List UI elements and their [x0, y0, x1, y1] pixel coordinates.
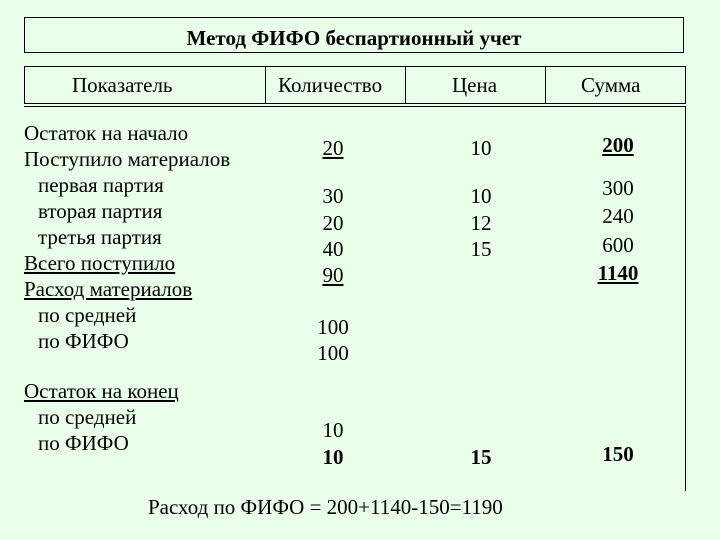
header-indicator: Показатель [72, 73, 173, 97]
header-divider [265, 66, 266, 104]
label-close-fifo: по ФИФО [38, 431, 129, 455]
qty-batch1: 30 [322, 184, 344, 208]
label-batch2: вторая партия [38, 199, 163, 223]
formula: Расход по ФИФО = 200+1140-150=1190 [148, 495, 503, 519]
sum-close-fifo: 150 [602, 442, 634, 466]
header-price: Цена [452, 73, 498, 97]
qty-batch2: 20 [322, 211, 344, 235]
price-opening: 10 [470, 136, 492, 160]
header-quantity: Количество [278, 73, 383, 97]
qty-close-avg: 10 [322, 418, 344, 442]
title-box [24, 17, 684, 53]
sum-total: 1140 [597, 261, 639, 285]
label-close-avg: по средней [38, 405, 137, 429]
sum-opening: 200 [602, 133, 634, 157]
label-batch1: первая партия [38, 173, 164, 197]
label-batch3: третья партия [38, 225, 162, 249]
price-batch1: 10 [470, 184, 492, 208]
qty-total: 90 [322, 263, 344, 287]
label-consumption: Расход материалов [24, 277, 193, 301]
qty-cons-fifo: 100 [317, 341, 349, 365]
qty-batch3: 40 [322, 237, 344, 261]
qty-opening: 20 [322, 136, 344, 160]
label-closing-balance: Остаток на конец [24, 379, 179, 403]
sum-batch2: 240 [602, 204, 634, 228]
label-cons-fifo: по ФИФО [38, 329, 129, 353]
label-cons-avg: по средней [38, 303, 137, 327]
qty-cons-avg: 100 [317, 315, 349, 339]
qty-close-fifo: 10 [322, 445, 344, 469]
header-sum: Сумма [581, 73, 641, 97]
sum-batch3: 600 [602, 233, 634, 257]
price-batch2: 12 [470, 211, 492, 235]
label-total-received: Всего поступило [24, 251, 176, 275]
header-divider [545, 66, 546, 104]
sum-batch1: 300 [602, 176, 634, 200]
header-divider [405, 66, 406, 104]
label-received: Поступило материалов [24, 147, 231, 171]
page-title: Метод ФИФО беспартионный учет [186, 26, 522, 50]
price-batch3: 15 [470, 237, 492, 261]
label-opening-balance: Остаток на начало [24, 121, 189, 145]
price-close-fifo: 15 [470, 445, 492, 469]
